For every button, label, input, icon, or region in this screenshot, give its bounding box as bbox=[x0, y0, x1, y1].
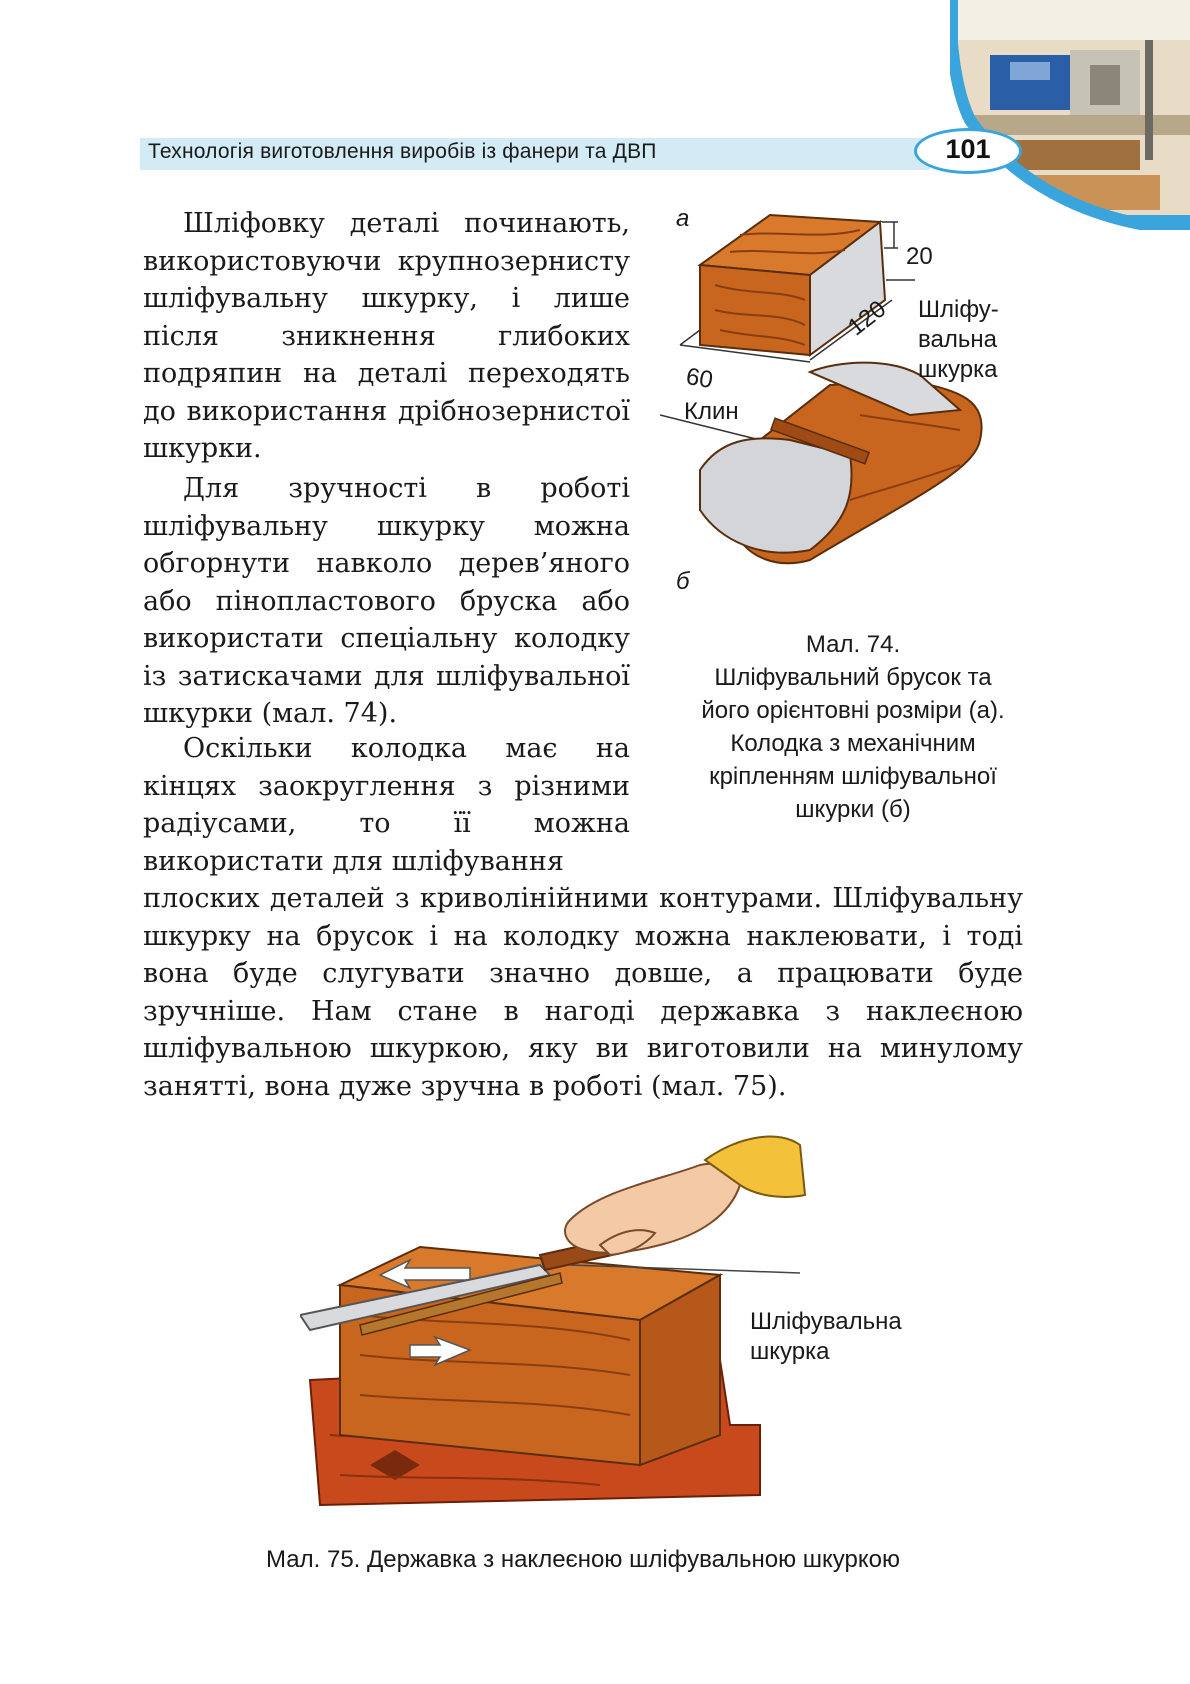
label-sandpaper-75-line-1: Шліфувальна bbox=[750, 1308, 902, 1335]
figure-75-caption: Мал. 75. Державка з наклеєною шліфувальною шкуркою bbox=[266, 1546, 900, 1573]
caption-74-line-5: кріпленням шліфувальної bbox=[709, 763, 997, 790]
dimension-height: 20 bbox=[906, 243, 933, 270]
hand-drawing bbox=[565, 1137, 805, 1255]
caption-74-line-3: його орієнтовні розміри (а). bbox=[701, 697, 1005, 724]
page-number: 101 bbox=[945, 134, 991, 164]
caption-74-line-6: шкурки (б) bbox=[795, 796, 911, 823]
caption-74-line-2: Шліфувальний брусок та bbox=[714, 664, 992, 691]
label-b: б bbox=[676, 568, 690, 595]
label-wedge: Клин bbox=[684, 398, 739, 425]
caption-74-line-4: Колодка з механічним bbox=[730, 730, 976, 757]
clamping-pad-drawing bbox=[700, 363, 982, 564]
label-sandpaper-line-1: Шліфу- bbox=[918, 296, 999, 323]
figure-74-caption bbox=[670, 628, 1036, 826]
paragraph-3-part-1: Оскільки колодка має на кінцях заокруглення з різними радіусами, то її можна використати для шліфування bbox=[143, 733, 630, 877]
label-sandpaper-line-2: вальна bbox=[918, 326, 997, 353]
running-header-title: Технологія виготовлення виробів із фанери та ДВП bbox=[148, 140, 657, 163]
caption-74-line-1: Мал. 74. bbox=[805, 631, 901, 658]
paragraph-3-part-2: плоских деталей з криволінійними контурами. Шліфувальну шкурку на брусок і на колодку можна наклеювати, і тоді вона буде слугувати значно довше, а працювати буде зручніше. Нам стане в нагоді державка з наклеєною шліфувальною шкуркою, яку ви виготовили на минулому занятті, вона дуже зручна в роботі (мал. 75). bbox=[143, 883, 1023, 1102]
paragraph-2: Для зручності в роботі шліфувальну шкурку можна обгорнути навколо дерев’яного або пінопластового бруска або використати спеціальну колодку із затискачами для шліфувальної шкурки (мал. 74). bbox=[143, 473, 630, 729]
corner-workshop-photo bbox=[950, 0, 1190, 230]
dimension-length: 120 bbox=[843, 295, 892, 342]
label-a: а bbox=[676, 205, 690, 232]
label-sandpaper-line-3: шкурка bbox=[918, 356, 998, 383]
paragraph-1: Шліфовку деталі починають, використовуючи крупнозернисту шліфувальну шкурку, і лише після зникнення глибоких подряпин на деталі переходять до використання дрібнозернистої шкурки. bbox=[143, 208, 630, 464]
dimension-width: 60 bbox=[683, 362, 715, 395]
label-sandpaper-75-line-2: шкурка bbox=[750, 1338, 830, 1365]
